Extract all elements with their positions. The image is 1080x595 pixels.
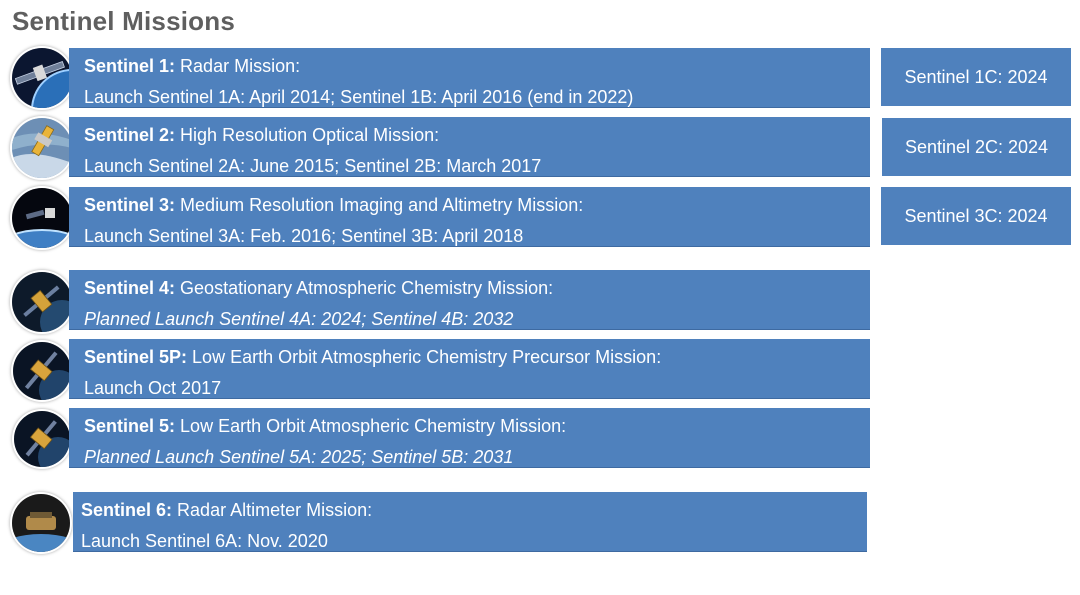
satellite-atmospheric-icon [14, 411, 70, 467]
mission-description: Low Earth Orbit Atmospheric Chemistry Precursor Mission: [192, 347, 662, 367]
mission-bar-sentinel-4 [69, 270, 870, 330]
mission-description: Medium Resolution Imaging and Altimetry Mission: [180, 195, 584, 215]
mission-name: Sentinel 1: [84, 56, 176, 76]
follow-on-sentinel-1c: Sentinel 1C: 2024 [881, 48, 1071, 106]
mission-name: Sentinel 6: [81, 500, 173, 520]
satellite-precursor-icon [13, 342, 71, 400]
follow-on-sentinel-3c: Sentinel 3C: 2024 [881, 187, 1071, 245]
mission-bar-sentinel-1 [69, 48, 870, 108]
mission-description: Radar Altimeter Mission: [177, 500, 373, 520]
satellite-altimeter-icon [12, 494, 70, 552]
satellite-optical-icon [12, 118, 72, 178]
mission-launch: Planned Launch Sentinel 4A: 2024; Sentinel 4B: 2032 [84, 309, 514, 329]
mission-launch: Launch Sentinel 2A: June 2015; Sentinel 2B: March 2017 [84, 156, 542, 176]
follow-on-sentinel-2c: Sentinel 2C: 2024 [882, 118, 1071, 176]
satellite-altimetry-icon [12, 188, 72, 248]
mission-description: High Resolution Optical Mission: [180, 125, 440, 145]
mission-description: Radar Mission: [180, 56, 301, 76]
mission-name: Sentinel 4: [84, 278, 176, 298]
mission-name: Sentinel 3: [84, 195, 176, 215]
mission-description: Low Earth Orbit Atmospheric Chemistry Mission: [180, 416, 567, 436]
satellite-geostationary-icon [12, 272, 72, 332]
satellite-radar-icon [12, 48, 72, 108]
mission-launch: Launch Sentinel 1A: April 2014; Sentinel 1B: April 2016 (end in 2022) [84, 87, 634, 107]
mission-bar-sentinel-5 [69, 408, 870, 468]
mission-bar-sentinel-3 [69, 187, 870, 247]
mission-bar-sentinel-5p [69, 339, 870, 399]
mission-description: Geostationary Atmospheric Chemistry Mission: [180, 278, 554, 298]
mission-bar-sentinel-2 [69, 117, 870, 177]
mission-launch: Launch Oct 2017 [84, 378, 222, 398]
mission-launch: Launch Sentinel 6A: Nov. 2020 [81, 531, 328, 551]
mission-bar-sentinel-6 [73, 492, 867, 552]
mission-name: Sentinel 2: [84, 125, 176, 145]
page-title: Sentinel Missions [12, 6, 236, 36]
mission-launch: Planned Launch Sentinel 5A: 2025; Sentinel 5B: 2031 [84, 447, 514, 467]
mission-name: Sentinel 5: [84, 416, 176, 436]
mission-launch: Launch Sentinel 3A: Feb. 2016; Sentinel 3B: April 2018 [84, 226, 524, 246]
mission-name: Sentinel 5P: [84, 347, 188, 367]
